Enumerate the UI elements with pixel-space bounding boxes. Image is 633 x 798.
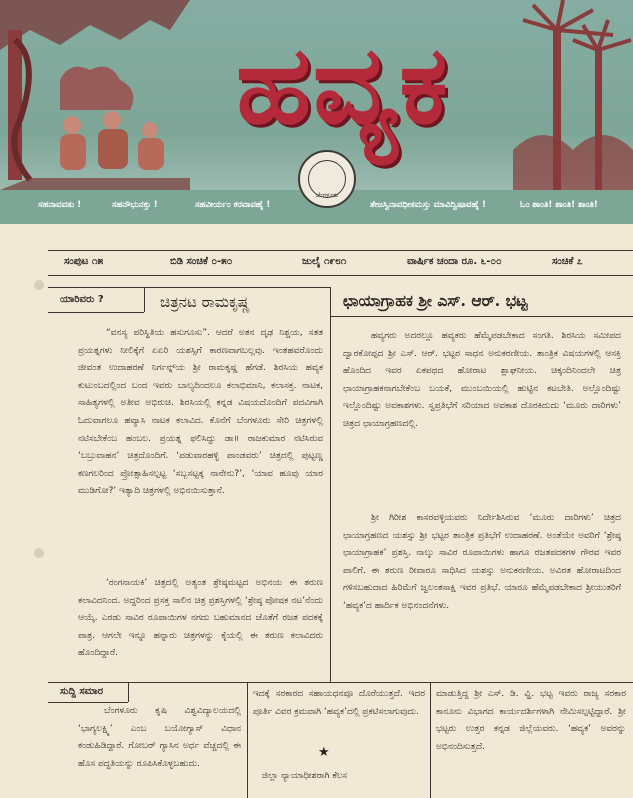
motto-segment-4: ತೇಜಸ್ವಿನಾವಧೀತಮಸ್ತು ಮಾವಿದ್ವಿಷಾವಹೈ ! (370, 200, 486, 210)
star-separator-icon: ★ (318, 745, 330, 760)
single-copy-price: ಬಿಡಿ ಸಂಚಿಕೆ ೦-೫೦ (170, 256, 233, 267)
rule-below-info (48, 275, 633, 276)
section-label-who-is-this: ಯಾರಿವರು ? (60, 294, 104, 305)
subscription-price: ವಾರ್ಷಿಕ ಚಂದಾ ರೂ. ೬-೦೦ (407, 256, 502, 267)
rule-news-label-side (128, 682, 129, 702)
section-label-news: ಸುದ್ದಿ ಸಮಾರ (60, 686, 103, 697)
motto-segment-2: ಸಹನೌಭುನಕ್ತು ! (112, 200, 158, 210)
illustration-palm-trees (513, 0, 633, 190)
society-seal (298, 150, 356, 208)
punch-hole-top (34, 280, 44, 290)
left-article-paragraph-2: ‘ರಂಗನಾಯಕಿ’ ಚಿತ್ರದಲ್ಲಿ ಅತ್ಯಂತ ಶ್ರೇಷ್ಠಮಟ್ಟದ ಅಭಿನಯ ಈ ತರುಣ ಕಲಾವಿದನಿಂದ. ಅದ್ದರಿಂದ ಪ್ರಸಕ್ತ ಸಾಲಿನ ಚಿತ್ರ ಪ್ರಶಸ್ತಿಗಳಲ್ಲಿ ‘ಶ್ರೇಷ್ಠ ಪೋಷಕ ನಟ’ನೆಂದು ಆಯ್ಕೆ. ಎರಡು ಸಾವಿರ ರೂಪಾಯಿಗಳ ನಗದು ಬಹುಮಾನದ ಜೊತೆಗೆ ರಜತ ಪದಕಕ್ಕೆ ಪಾತ್ರ. ಆಗಲೇ ಇನ್ನೂ ಹನ್ನಾರು ಚಿತ್ರಗಳನ್ನು ಕೈಯಲ್ಲಿ ಈ ತರುಣ ಕಲಾವಿದರು ಹೊಂದಿದ್ದಾರೆ. (78, 578, 323, 659)
seal-text: ಬೆಂಗಳೂರು (315, 192, 339, 199)
motto-segment-5: ಓಂ ಶಾಂತಿ! ಶಾಂತಿ! ಶಾಂತಿ! (520, 200, 598, 210)
news-column-3: ಮಾಡುತ್ತಿದ್ದ ಶ್ರೀ ಎಸ್. ಡಿ. ವ್ಹಿ. ಭಟ್ಟ ಇವರು ರಾಜ್ಯ ಸರಕಾರ ಕಾನೂನು ವಿಭಾಗದ ಕಾರ್ಯದರ್ಶಿಗಳಾಗಿ ನೇಮಿಸಲ್ಪಟ್ಟಿದ್ದಾರೆ. ಶ್ರೀ ಭಟ್ಟರು ಉತ್ತರ ಕನ್ನಡ ಜಿಲ್ಲೆಯವರು. ‘ಹವ್ಯಕ’ ಅವರನ್ನು ಅಭಿನಂದಿಸುತ್ತದೆ. (436, 689, 626, 752)
right-article-title: ಛಾಯಾಗ್ರಾಹಕ ಶ್ರೀ ಎಸ್. ಆರ್. ಭಟ್ಟ (343, 291, 528, 310)
punch-hole-bottom (34, 548, 44, 558)
right-article-paragraph-2: ಶ್ರೀ ಗಿರೀಶ ಕಾಸರವಳ್ಳಿಯವರು ನಿರ್ದೇಶಿಸಿರುವ ‘ಮೂರು ದಾರಿಗಳು’ ಚಿತ್ರದ ಛಾಯಾಗ್ರಹಣದ ಯಶಸ್ಸು ಶ್ರೀ ಭಟ್ಟರ ತಾಂತ್ರಿಕ ಪ್ರತಿಭೆಗೆ ಉದಾಹರಣೆ. ಅಂತೆಯೇ ಅವರಿಗೆ ‘ಶ್ರೇಷ್ಠ ಛಾಯಾಗ್ರಾಹಕ’ ಪ್ರಶಸ್ತಿ. ನಾಲ್ಕು ಸಾವಿರ ರೂಪಾಯಿಗಳು ಹಾಗೂ ರಜತಪದಕಗಳ ಗೌರವ ಇವರ ಪಾಲಿಗೆ. ಈ ತರುಣ ರೀವಾರೂ ಸಾಧಿಸಿದ ಯಶಸ್ಸು ಅನುಕರಣೀಯ. ಅವಿರತ ಹೋರಾಟದಿಂದ ಗಳಿಸಬಹುದಾದ ಹಿರಿಮೆಗೆ ಜ್ವಲಂತಸಾಕ್ಷಿ ಇವರ ಪ್ರತಿಭೆ. ಯಾರೂ ಹೆಮ್ಮೆಪಡಬೇಕಾದ ಶ್ರೀಯುತರಿಗೆ ‘ಹವ್ಯಕ’ದ ಹಾರ್ದಿಕ ಅಭಿನಂದನೆಗಳು. (343, 513, 621, 611)
news-column-1: ಬೆಂಗಳೂರು ಕೃಷಿ ವಿಶ್ವವಿದ್ಯಾಲಯದಲ್ಲಿ ‘ಭಾಗ್ಯಲಕ್ಷ್ಮಿ’ ಎಂಬ ಬಯೋಗ್ಯಾಸ್ ವಿಧಾನ ಕಂಡುಹಿಡಿದ್ದಾರೆ. ಗೋಬರ್ ಗ್ಯಾಸಿನ ಅರ್ಧ ವೆಚ್ಚದಲ್ಲಿ ಈ ಹೊಸ ಪದ್ಧತಿಯನ್ನು ರೂಪಿಸಿಕೊಳ್ಳಬಹುದು. (78, 706, 241, 769)
volume-number: ಸಂಪುಟ ೧೫ (64, 256, 104, 267)
rule-news-top (48, 682, 633, 683)
news-column-2-bottom: ಜಿಲ್ಲಾ ನ್ಯಾಯಾಧೀಶರಾಗಿ ಕೆಲಸ (262, 771, 348, 781)
rule-left-label-bottom (48, 312, 144, 313)
right-article-paragraph-1: ಹವ್ಯಗರು ಅದರಲ್ಲೂ ಹವ್ಯಕರು ಹೆಮ್ಮೆಪಡಬೇಕಾದ ಸಂಗತಿ. ಶಿರಸಿಯ ಸಮೀಪದ ದ್ವಾರಕೋಪ್ಪದ ಶ್ರೀ ಎಸ್. ಆರ್. ಭಟ್ಟರ ಸಾಧನ ಅನುಕರಣೀಯ. ತಾಂತ್ರಿಕ ವಿಷಯಗಳಲ್ಲಿ ಆಸಕ್ತಿ ಹೊಂದಿದ ಇವರ ಏಕಪಥದ ಹೋರಾಟ ಶ್ಲಾಘನೀಯ. ಚಿಕ್ಕಂದಿನಿಂದಲೇ ಚಿತ್ರ ಛಾಯಾಗ್ರಾಹಕನಾಗಬೇಕೆಂಬ ಬಯಕೆ, ಮುಂಬಯಿಯಲ್ಲಿ ಹುಟ್ಟಿನ ಕಟಬೇತಿ. ಅಲ್ಲೊಂದಿಷ್ಟು ಇಲ್ಲೊಂದಿಷ್ಟು ಅವಕಾಶಗಳು. ಸ್ವಪ್ರತಿಭೆಗೆ ಸರಿಯಾದ ಅವಕಾಶ ದೊರಕಿದುದು ‘ಮೂರು ದಾರಿಗಳು’ ಚಿತ್ರದ ಛಾಯಾಗ್ರಹಣದಲ್ಲಿ. (343, 331, 621, 429)
rule-top (48, 250, 633, 251)
rule-right-title-bottom (330, 316, 633, 317)
left-article-title: ಚಿತ್ರನಟ ರಾಮಕೃಷ್ಣ (160, 293, 250, 311)
illustration-sages-under-tree (0, 0, 190, 190)
rule-left-box-top (48, 287, 330, 288)
rule-news-divider-1 (247, 682, 248, 798)
rule-left-label-side (144, 287, 145, 312)
issue-date: ಜುಲೈ ೧೯೮೧ (302, 256, 347, 267)
news-column-2-top: ಇದಕ್ಕೆ ಸರಕಾರದ ಸಹಾಯಧನವೂ ದೊರೆಯುತ್ತದೆ. ಇದರ ಪೂರ್ತಿ ವಿವರ ಕ್ರಮವಾಗಿ ‘ಹವ್ಯಕ’ದಲ್ಲಿ ಪ್ರಕಟಿಸಲಾಗುವುದು. (253, 689, 425, 717)
motto-segment-1: ಸಹನಾವವತು ! (38, 200, 82, 210)
masthead-title: ಹವ್ಯಕ (236, 22, 450, 148)
left-article-paragraph-1: “ವನಸ್ಯ ಪರಿಸ್ಥಿತಿಯ ಹಸುಗೂಸು”. ಆದರೆ ಅತನ ದೃಢ ನಿಶ್ಚಯ, ಸತತ ಪ್ರಯತ್ನಗಳು ನೀಲಿಕ್ಕೆಗೆ ಏಏರಿ ಯಶಸ್ಸಿಗೆ ಕಾರಣವಾಗಬಲ್ಲವು. ಇಂತಹವರೊಂದು ಜೀವಂತ ಉದಾಹರಣೆ ನಿರ್ಗನ್ನ್‌ಯ ಶ್ರೀ ರಾಮಕೃಷ್ಣ ಹೆಗಡೆ. ಶಿರಸಿಯ ಹವ್ಯಕ ಕುಟುಂಬದಲ್ಲಿಂದ ಬಂದ ಇವರು ಬಾಲ್ಯದಿಂದಲೂ ಕಲಾಭಿಮಾನಿ, ಕಲಾಸಕ್ತ. ನಾಟಕ, ಸಾಹಿತ್ಯಗಳಲ್ಲಿ ಅತೀವ ಅಭಿರುಚಿ. ಶಿರಸಿಯಲ್ಲಿ ಕನ್ನಡ ವಿಷಯದೊಂದಿಗೆ ಪದವಿಗಾಗಿ ಓದುವಾಗಲೂ ಹವ್ಯಾಸಿ ನಾಟಕ ಕಲಾವಿದ. ಕೊನೆಗೆ ಬೆಂಗಳೂರು ಸೇರಿ ಚಿತ್ರಗಳಲ್ಲಿ ನಟಿಸಬೇಕೆಂಬ ಹಂಬಲ. ಪ್ರಯತ್ನ ಫಲಿಸಿದ್ದು ಡಾ॥ ರಾಜಕುಮಾರ ನಟಿಸಿರುವ ‘ಬಬ್ರುವಾಹನ’ ಚಿತ್ರದೊಂದಿಗೆ. ‘ಪಡುವಾರಹಳ್ಳಿ ಪಾಂಡವರು’ ಚಿತ್ರದಲ್ಲಿ ಪುಟ್ಟಣ್ಣ ಕಣಗಲರಿಂದ ಪ್ರೋತ್ಸಾಹಿಸಲ್ಪಟ್ಟ ‘ಸಬ್ಬಸಟ್ಟಕ್ಕ ನಾನೇನು?’, ‘ಯಾವ ಹೂವು ಯಾರ ಮುಡಿಗೋ?’ ಇತ್ಯಾದಿ ಚಿತ್ರಗಳಲ್ಲಿ ಅಭಿನಯಿಸುತ್ತಾನೆ. (78, 328, 323, 497)
rule-news-divider-2 (430, 682, 431, 798)
rule-column-divider (330, 287, 331, 682)
motto-segment-3: ಸಹವೀರ್ಯಂ ಕರವಾವಹೈ ! (195, 200, 271, 210)
issue-number: ಸಂಚಿಕೆ ೭ (552, 256, 583, 267)
